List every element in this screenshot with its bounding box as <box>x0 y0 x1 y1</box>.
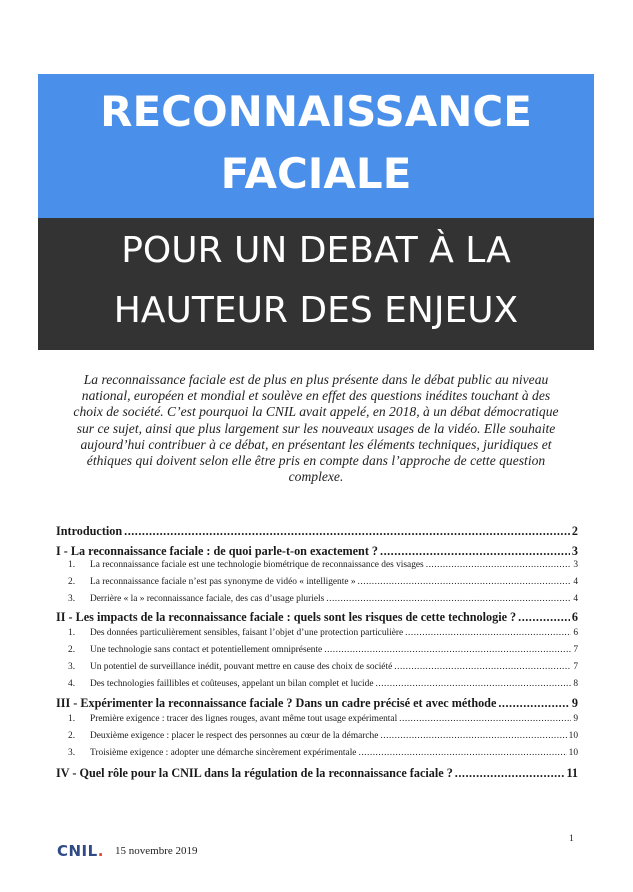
toc-entry-title: Un potentiel de surveillance inédit, pouvant mettre en cause des choix de société <box>90 662 393 672</box>
toc-entry-number: 2. <box>68 731 76 741</box>
toc-dot-leader <box>358 577 572 587</box>
toc-subsection-entry[interactable] <box>56 714 578 724</box>
toc-entry-page: 2 <box>571 524 578 538</box>
toc-dot-leader <box>518 610 570 625</box>
toc-subsection-entry[interactable] <box>56 560 578 570</box>
subtitle-banner <box>38 218 594 350</box>
toc-entry-number: 3. <box>68 662 76 672</box>
toc-entry-page: 10 <box>568 731 578 741</box>
toc-entry-page: 6 <box>573 628 578 638</box>
toc-entry-title: Derrière « la » reconnaissance faciale, des cas d’usage pluriels <box>90 594 325 604</box>
toc-entry-title: I - La reconnaissance faciale : de quoi parle-t-on exactement ? <box>56 544 379 558</box>
toc-section-entry[interactable] <box>56 544 578 559</box>
toc-section-entry[interactable] <box>56 524 578 539</box>
toc-dot-leader <box>326 594 571 604</box>
toc-entry-page: 8 <box>573 679 578 689</box>
toc-entry-number: 1. <box>68 628 76 638</box>
toc-entry-page: 4 <box>573 594 578 604</box>
toc-entry-number: 2. <box>68 577 76 587</box>
toc-entry-page: 9 <box>573 714 578 724</box>
logo-text: CNIL <box>57 842 98 860</box>
title-banner <box>38 74 594 218</box>
toc-dot-leader <box>399 714 571 724</box>
toc-dot-leader <box>426 560 572 570</box>
page-number: 1 <box>569 834 574 844</box>
toc-entry-title: Première exigence : tracer des lignes rouges, avant même tout usage expérimental <box>90 714 398 724</box>
toc-entry-page: 11 <box>566 766 578 780</box>
toc-entry-title: II - Les impacts de la reconnaissance faciale : quels sont les risques de cette technologie ? <box>56 610 517 624</box>
toc-entry-title: III - Expérimenter la reconnaissance faciale ? Dans un cadre précisé et avec méthode <box>56 696 497 710</box>
toc-dot-leader <box>455 766 565 781</box>
document-date: 15 novembre 2019 <box>115 845 198 857</box>
toc-subsection-entry[interactable] <box>56 628 578 638</box>
toc-entry-page: 7 <box>573 662 578 672</box>
toc-subsection-entry[interactable] <box>56 748 578 758</box>
toc-entry-title: La reconnaissance faciale n’est pas synonyme de vidéo « intelligente » <box>90 577 356 587</box>
toc-entry-title: IV - Quel rôle pour la CNIL dans la régulation de la reconnaissance faciale ? <box>56 766 453 780</box>
logo-dot: . <box>97 842 104 860</box>
subtitle-line-2: HAUTEUR DES ENJEUX <box>113 290 519 331</box>
toc-entry-page: 3 <box>571 544 578 558</box>
toc-entry-number: 4. <box>68 679 76 689</box>
toc-entry-title: Deuxième exigence : placer le respect des personnes au cœur de la démarche <box>90 731 379 741</box>
toc-subsection-entry[interactable] <box>56 679 578 689</box>
toc-subsection-entry[interactable] <box>56 731 578 741</box>
toc-entry-title: La reconnaissance faciale est une technologie biométrique de reconnaissance des visages <box>90 560 424 570</box>
toc-dot-leader <box>394 662 571 672</box>
toc-subsection-entry[interactable] <box>56 662 578 672</box>
toc-subsection-entry[interactable] <box>56 594 578 604</box>
toc-entry-page: 3 <box>573 560 578 570</box>
toc-entry-number: 3. <box>68 594 76 604</box>
toc-dot-leader <box>380 731 566 741</box>
toc-entry-page: 7 <box>573 645 578 655</box>
toc-entry-title: Des technologies faillibles et coûteuses, appelant un bilan complet et lucide <box>90 679 374 689</box>
title-line-1: RECONNAISSANCE <box>100 87 532 136</box>
toc-entry-page: 9 <box>571 696 578 710</box>
toc-entry-number: 1. <box>68 714 76 724</box>
toc-entry-title: Introduction <box>56 524 123 538</box>
intro-paragraph: La reconnaissance faciale est de plus en plus présente dans le débat public au niveau national, européen et mondial et soulève en effet des questions inédites touchant à des choix de société. C’est pourquoi la CNIL avait appelé, en 2018, à un débat démocratique sur ce sujet, ainsi que plus largement sur les nouveaux usages de la vidéo. Elle souhaite aujourd’hui contribuer à ce débat, en présentant les éléments techniques, juridiques et éthiques qui doivent selon elle être pris en compte dans l’approche de cette question complexe. <box>73 372 559 485</box>
toc-section-entry[interactable] <box>56 610 578 625</box>
toc-entry-page: 10 <box>568 748 578 758</box>
cnil-logo <box>57 842 104 860</box>
toc-entry-page: 6 <box>571 610 578 624</box>
toc-entry-number: 2. <box>68 645 76 655</box>
toc-dot-leader <box>376 679 572 689</box>
subtitle-line-1: POUR UN DEBAT À LA <box>121 230 511 271</box>
title-line-2: FACIALE <box>220 149 412 198</box>
toc-entry-title: Des données particulièrement sensibles, faisant l’objet d’une protection particulière <box>90 628 404 638</box>
toc-section-entry[interactable] <box>56 696 578 711</box>
toc-entry-title: Troisième exigence : adopter une démarche sincèrement expérimentale <box>90 748 357 758</box>
toc-dot-leader <box>124 524 570 539</box>
toc-dot-leader <box>405 628 571 638</box>
toc-entry-number: 3. <box>68 748 76 758</box>
toc-entry-number: 1. <box>68 560 76 570</box>
toc-entry-page: 4 <box>573 577 578 587</box>
toc-dot-leader <box>380 544 570 559</box>
toc-dot-leader <box>358 748 566 758</box>
toc-subsection-entry[interactable] <box>56 577 578 587</box>
toc-section-entry[interactable] <box>56 766 578 781</box>
toc-subsection-entry[interactable] <box>56 645 578 655</box>
toc-entry-title: Une technologie sans contact et potentiellement omniprésente <box>90 645 323 655</box>
toc-dot-leader <box>498 696 570 711</box>
toc-dot-leader <box>324 645 571 655</box>
